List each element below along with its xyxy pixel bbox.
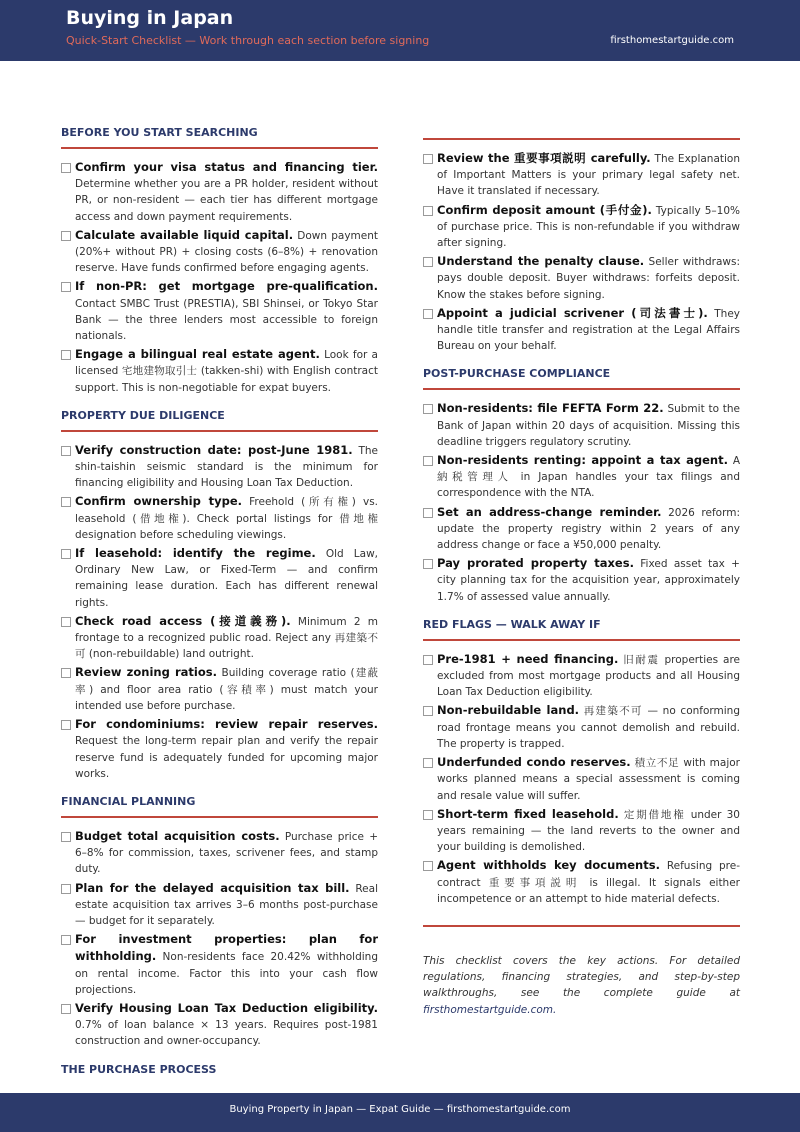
item-head: Agent withholds key documents. — [437, 858, 660, 873]
checkbox[interactable] — [423, 810, 433, 820]
checkbox[interactable] — [423, 404, 433, 414]
checkbox[interactable] — [61, 282, 71, 292]
item-head: Non-rebuildable land. — [437, 703, 580, 718]
checkbox[interactable] — [423, 508, 433, 518]
checklist-item — [61, 664, 378, 714]
closing-note-text: This checklist covers the key actions. For detailed regulations, financing strategies, and step-by-step walkthroughs, see the complete guide at — [423, 954, 740, 1000]
page-header — [0, 0, 800, 61]
item-head: Verify Housing Loan Tax Deduction eligibility. — [75, 1000, 378, 1015]
checkbox[interactable] — [423, 309, 433, 319]
section-rule — [61, 816, 378, 818]
checklist-item — [61, 613, 378, 663]
item-head: Pre-1981 + need financing. — [437, 651, 619, 666]
item-head: If non-PR: get mortgage pre-qualification. — [75, 279, 378, 294]
item-head: Underfunded condo reserves. — [437, 755, 631, 770]
item-body: A 納税管理人 in Japan handles your tax filings and correspondence with the NTA. — [437, 455, 740, 500]
checklist-item — [423, 806, 740, 856]
checklist-item — [61, 346, 378, 396]
item-head: Set an address-change reminder. — [437, 504, 662, 519]
item-body: Look for a licensed 宅地建物取引士 (takken-shi) with English contract support. This is non-negotiable for expat buyers. — [75, 349, 378, 394]
checkbox[interactable] — [61, 549, 71, 559]
checkbox[interactable] — [61, 617, 71, 627]
checklist-item — [61, 493, 378, 543]
checkbox[interactable] — [423, 559, 433, 569]
item-head: Confirm your visa status and financing tier. — [75, 160, 378, 174]
item-body: Down payment (20%+ without PR) + closing costs (6–8%) + renovation reserve. Have funds confirmed before engaging agents. — [75, 229, 378, 275]
item-head: Short-term fixed leasehold. — [437, 806, 619, 821]
checklist-item — [61, 828, 378, 878]
checkbox[interactable] — [61, 668, 71, 678]
item-body: 再建築不可 — no conforming road frontage means you cannot demolish and rebuild. The property is trapped. — [437, 705, 740, 750]
left-column — [61, 125, 378, 1078]
checklist-item — [61, 880, 378, 930]
item-body: Refusing pre-contract 重要事項説明 is illegal. It signals either incompetence or an attempt to hide material defects. — [437, 860, 741, 905]
checklist-item — [61, 159, 378, 225]
item-head: Non-residents: file FEFTA Form 22. — [437, 401, 664, 416]
checkbox[interactable] — [423, 706, 433, 716]
item-head: Pay prorated property taxes. — [437, 556, 634, 571]
item-body: Seller withdraws: pays double deposit. Buyer withdraws: forfeits deposit. Know the stakes before signing. — [437, 256, 740, 301]
item-body: They handle title transfer and registration at the Legal Affairs Bureau on your behalf. — [437, 307, 740, 353]
closing-note — [423, 953, 740, 1018]
section-title-due-diligence: PROPERTY DUE DILIGENCE — [61, 408, 225, 422]
item-head: Review the 重要事項説明 carefully. — [437, 151, 651, 165]
checkbox[interactable] — [61, 446, 71, 456]
item-head: Understand the penalty clause. — [437, 254, 645, 269]
checklist-item — [423, 504, 740, 554]
checkbox[interactable] — [61, 935, 71, 945]
item-body: Typically 5–10% of purchase price. This is non-refundable if you withdraw after signing. — [437, 204, 741, 250]
item-head: Plan for the delayed acquisition tax bill. — [75, 880, 350, 895]
checkbox[interactable] — [61, 832, 71, 842]
section-title-before-searching: BEFORE YOU START SEARCHING — [61, 126, 258, 139]
guide-link[interactable]: firsthomestartguide.com. — [423, 1003, 557, 1016]
section-title-post-purchase: POST-PURCHASE COMPLIANCE — [423, 367, 611, 381]
item-head: Review zoning ratios. — [75, 665, 217, 680]
item-head: If leasehold: identify the regime. — [75, 546, 316, 561]
item-head: Confirm deposit amount (手付金). — [437, 202, 652, 217]
checkbox[interactable] — [423, 758, 433, 768]
item-body: 0.7% of loan balance × 13 years. Requires post-1981 construction and owner-occupancy. — [75, 1019, 378, 1048]
checklist-item — [61, 1000, 378, 1050]
checklist-item — [423, 857, 740, 907]
item-head: For investment properties: plan for withholding. — [75, 932, 378, 964]
checkbox[interactable] — [61, 1004, 71, 1014]
item-body: Determine whether you are a PR holder, resident without PR, or non-resident — each tier has different mortgage access and down payment requirements. — [75, 178, 378, 223]
checkbox[interactable] — [423, 206, 433, 216]
checklist-item — [423, 253, 740, 303]
item-body: Old Law, Ordinary New Law, or Fixed-Term — and confirm remaining lease duration. Each has different renewal rights. — [75, 548, 378, 609]
item-body: Request the long-term repair plan and verify the repair reserve fund is adequately funded for upcoming major works. — [75, 735, 378, 780]
checkbox[interactable] — [61, 231, 71, 241]
checkbox[interactable] — [423, 456, 433, 466]
item-body: 2026 reform: update the property registry within 2 years of any address change or face a ¥50,000 penalty. — [437, 506, 740, 552]
checkbox[interactable] — [61, 884, 71, 894]
checklist-item — [61, 227, 378, 277]
item-head: Confirm ownership type. — [75, 494, 243, 509]
page-subtitle: Quick-Start Checklist — Work through each section before signing — [66, 34, 430, 47]
checkbox[interactable] — [423, 861, 433, 871]
checkbox[interactable] — [423, 154, 433, 164]
section-rule — [423, 388, 740, 390]
section-rule — [61, 147, 378, 149]
item-body: Contact SMBC Trust (PRESTIA), SBI Shinsei, or Tokyo Star Bank — the three lenders most accessible to foreign nationals. — [75, 297, 378, 343]
checklist-item — [423, 452, 740, 502]
item-body: The shin-taishin seismic standard is the minimum for financing eligibility and Housing Loan Tax Deduction. — [75, 444, 378, 490]
checklist-item — [61, 545, 378, 611]
checklist-item — [61, 278, 378, 344]
checklist-item — [423, 651, 740, 701]
item-body: The Explanation of Important Matters is your primary legal safety net. Have it translated if necessary. — [437, 153, 741, 198]
page-footer: Buying Property in Japan — Expat Guide — firsthomestartguide.com — [0, 1093, 800, 1132]
checklist-item — [423, 702, 740, 752]
checklist-item — [423, 150, 740, 200]
section-rule — [423, 639, 740, 641]
checkbox[interactable] — [423, 257, 433, 267]
item-body: Freehold (所有権) vs. leasehold (借地権). Check portal listings for 借地権 designation before scheduling viewings. — [75, 496, 378, 541]
section-title-red-flags: RED FLAGS — WALK AWAY IF — [423, 617, 601, 631]
checklist-item — [423, 202, 740, 252]
section-title-financial-planning: FINANCIAL PLANNING — [61, 794, 196, 808]
checkbox[interactable] — [423, 655, 433, 665]
checklist-item — [61, 931, 378, 998]
item-body: 旧耐震 properties are excluded from most mortgage products and all Housing Loan Tax Deduction eligibility. — [437, 653, 740, 699]
item-head: For condominiums: review repair reserves. — [75, 717, 378, 732]
item-head: Calculate available liquid capital. — [75, 227, 294, 242]
item-head: Non-residents renting: appoint a tax agent. — [437, 453, 728, 468]
item-head: Appoint a judicial scrivener (司法書士). — [437, 305, 708, 320]
checklist-item — [423, 400, 740, 450]
checkbox[interactable] — [61, 497, 71, 507]
item-body: 積立不足 with major works planned means a special assessment is coming and resale value will suffer. — [437, 757, 740, 802]
page-title: Buying in Japan — [66, 7, 234, 29]
checkbox[interactable] — [61, 720, 71, 730]
item-body: 定期借地権 under 30 years remaining — the land reverts to the owner and your building is demolished. — [437, 808, 740, 854]
item-head: Check road access (接道義務). — [75, 613, 291, 628]
checklist-item — [423, 305, 740, 355]
checkbox[interactable] — [61, 163, 71, 173]
header-site: firsthomestartguide.com — [610, 35, 734, 46]
item-body: Submit to the Bank of Japan within 20 days of acquisition. Missing this deadline triggers regulatory scrutiny. — [437, 403, 740, 448]
checklist-item — [423, 754, 740, 804]
item-body: Non-residents face 20.42% withholding on rental income. Factor this into your cash flow projections. — [75, 951, 378, 996]
section-rule — [423, 138, 740, 140]
section-rule — [61, 430, 378, 432]
item-body: Building coverage ratio (建蔽率) and floor area ratio (容積率) must match your intended use before purchase. — [75, 667, 378, 712]
checklist-item — [423, 555, 740, 605]
checklist-item — [61, 716, 378, 782]
item-body: Purchase price + 6–8% for commission, taxes, scrivener fees, and stamp duty. — [75, 830, 378, 876]
closing-rule — [423, 925, 740, 927]
item-head: Verify construction date: post-June 1981. — [75, 442, 353, 457]
item-body: Fixed asset tax + city planning tax for the acquisition year, approximately 1.7% of assessed value annually. — [437, 558, 740, 603]
item-head: Budget total acquisition costs. — [75, 828, 280, 843]
checkbox[interactable] — [61, 350, 71, 360]
item-body: Minimum 2 m frontage to a recognized public road. Reject any 再建築不可 (non-rebuildable) land outright. — [75, 615, 378, 661]
item-head: Engage a bilingual real estate agent. — [75, 347, 320, 362]
item-body: Real estate acquisition tax arrives 3–6 months post-purchase — budget for it separately. — [75, 882, 378, 927]
checklist-item — [61, 442, 378, 492]
section-title-purchase-process: THE PURCHASE PROCESS — [61, 1062, 217, 1076]
right-column — [423, 138, 740, 1018]
